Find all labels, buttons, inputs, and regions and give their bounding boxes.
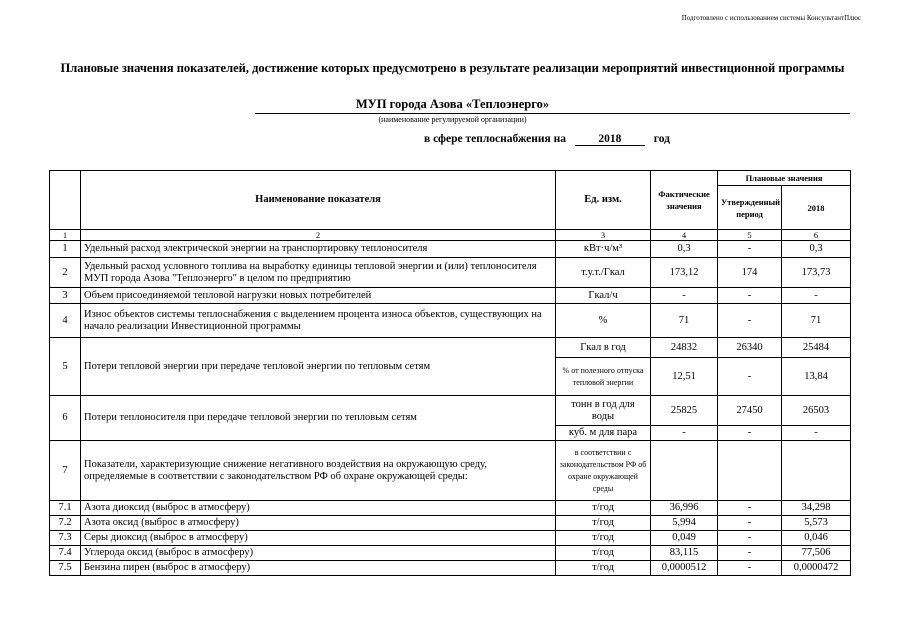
row-name: Показатели, характеризующие снижение негативного воздействия на окружающую среду, определяемые в соответствии с законодательством РФ об охране окружающей среды:	[81, 441, 556, 501]
row-unit: т.у.т./Гкал	[556, 258, 651, 288]
row-name: Бензина пирен (выброс в атмосферу)	[81, 561, 556, 576]
row-actual: -	[651, 426, 718, 441]
row-name: Удельный расход электрической энергии на транспортировку теплоносителя	[81, 241, 556, 258]
row-num: 4	[50, 304, 81, 338]
row-approved: 27450	[718, 396, 782, 426]
row-approved: -	[718, 426, 782, 441]
row-num: 7.2	[50, 516, 81, 531]
sphere-line	[424, 133, 670, 146]
row-plan: 0,3	[782, 241, 851, 258]
row-unit: т/год	[556, 501, 651, 516]
row-approved: -	[718, 561, 782, 576]
row-actual: 0,049	[651, 531, 718, 546]
table-row	[50, 531, 851, 546]
row-num: 7	[50, 441, 81, 501]
row-unit: кВт·ч/м³	[556, 241, 651, 258]
row-plan: 0,0000472	[782, 561, 851, 576]
table-row	[50, 441, 851, 501]
row-plan: 25484	[782, 338, 851, 358]
row-num: 2	[50, 258, 81, 288]
table-row	[50, 258, 851, 288]
col-number: 6	[782, 230, 851, 241]
row-approved: -	[718, 516, 782, 531]
row-plan: 77,506	[782, 546, 851, 561]
row-name: Износ объектов системы теплоснабжения с выделением процента износа объектов, существующих на начало реализации Инвестиционной программы	[81, 304, 556, 338]
row-actual: 71	[651, 304, 718, 338]
col-number: 2	[81, 230, 556, 241]
organization-underline	[255, 113, 850, 114]
header-planned-group: Плановые значения	[718, 171, 851, 186]
row-num: 7.4	[50, 546, 81, 561]
row-approved: 174	[718, 258, 782, 288]
row-approved: -	[718, 358, 782, 396]
row-actual: 0,3	[651, 241, 718, 258]
row-name: Потери тепловой энергии при передаче тепловой энергии по тепловым сетям	[81, 338, 556, 396]
row-num: 6	[50, 396, 81, 441]
col-number: 5	[718, 230, 782, 241]
row-unit: т/год	[556, 561, 651, 576]
row-actual: 5,994	[651, 516, 718, 531]
row-approved	[718, 441, 782, 501]
col-number: 3	[556, 230, 651, 241]
row-unit: Гкал/ч	[556, 288, 651, 304]
row-approved: -	[718, 241, 782, 258]
header-actual: Фактические значения	[651, 171, 718, 230]
row-approved: -	[718, 546, 782, 561]
table-row	[50, 288, 851, 304]
row-name: Серы диоксид (выброс в атмосферу)	[81, 531, 556, 546]
header-approved-period: Утвержденный период	[718, 186, 782, 230]
row-plan: 173,73	[782, 258, 851, 288]
row-num: 7.1	[50, 501, 81, 516]
header-unit: Ед. изм.	[556, 171, 651, 230]
row-approved: -	[718, 304, 782, 338]
sphere-label: в сфере теплоснабжения на	[424, 133, 567, 145]
row-name: Углерода оксид (выброс в атмосферу)	[81, 546, 556, 561]
table-row	[50, 516, 851, 531]
header-plan-year: 2018	[782, 186, 851, 230]
row-unit: т/год	[556, 516, 651, 531]
row-plan: -	[782, 426, 851, 441]
row-actual: 36,996	[651, 501, 718, 516]
row-plan: 71	[782, 304, 851, 338]
row-actual: 24832	[651, 338, 718, 358]
row-approved: -	[718, 288, 782, 304]
row-num: 3	[50, 288, 81, 304]
row-plan: 13,84	[782, 358, 851, 396]
header-num-cell	[50, 171, 81, 230]
table-row	[50, 338, 851, 358]
sphere-year: 2018	[575, 133, 645, 146]
organization-name: МУП города Азова «Теплоэнерго»	[355, 97, 550, 111]
row-actual: 12,51	[651, 358, 718, 396]
row-name: Азота оксид (выброс в атмосферу)	[81, 516, 556, 531]
row-unit: %	[556, 304, 651, 338]
consultant-note: Подготовлено с использованием системы КонсультантПлюс	[681, 14, 861, 22]
row-plan	[782, 441, 851, 501]
row-approved: -	[718, 531, 782, 546]
row-plan: 5,573	[782, 516, 851, 531]
row-num: 5	[50, 338, 81, 396]
row-unit: в соответствии с законодательством РФ об охране окружающей среды	[556, 441, 651, 501]
row-plan: 34,298	[782, 501, 851, 516]
row-num: 1	[50, 241, 81, 258]
row-name: Потери теплоносителя при передаче тепловой энергии по тепловым сетям	[81, 396, 556, 441]
row-actual: 0,0000512	[651, 561, 718, 576]
document-title: Плановые значения показателей, достижение которых предусмотрено в результате реализации мероприятий инвестиционной программы	[60, 61, 845, 75]
table-row	[50, 241, 851, 258]
table-row	[50, 304, 851, 338]
row-plan: 26503	[782, 396, 851, 426]
table-row	[50, 396, 851, 426]
col-number: 4	[651, 230, 718, 241]
table-row	[50, 546, 851, 561]
row-num: 7.5	[50, 561, 81, 576]
row-actual: -	[651, 288, 718, 304]
row-num: 7.3	[50, 531, 81, 546]
row-plan: 0,046	[782, 531, 851, 546]
row-actual	[651, 441, 718, 501]
indicators-table	[49, 170, 851, 576]
row-unit: Гкал в год	[556, 338, 651, 358]
row-actual: 25825	[651, 396, 718, 426]
row-name: Удельный расход условного топлива на выработку единицы тепловой энергии и (или) теплоносителя МУП города Азова "Теплоэнерго" в целом по предприятию	[81, 258, 556, 288]
organization-caption: (наименование регулируемой организации)	[378, 115, 527, 124]
row-unit: тонн в год для воды	[556, 396, 651, 426]
table-row	[50, 501, 851, 516]
sphere-year-suffix: год	[653, 133, 670, 145]
row-actual: 83,115	[651, 546, 718, 561]
col-number: 1	[50, 230, 81, 241]
row-plan: -	[782, 288, 851, 304]
row-unit: т/год	[556, 546, 651, 561]
row-unit: % от полезного отпуска тепловой энергии	[556, 358, 651, 396]
row-actual: 173,12	[651, 258, 718, 288]
row-name: Азота диоксид (выброс в атмосферу)	[81, 501, 556, 516]
table-row	[50, 561, 851, 576]
row-name: Объем присоединяемой тепловой нагрузки новых потребителей	[81, 288, 556, 304]
row-approved: 26340	[718, 338, 782, 358]
row-unit: т/год	[556, 531, 651, 546]
row-approved: -	[718, 501, 782, 516]
row-unit: куб. м для пара	[556, 426, 651, 441]
header-name: Наименование показателя	[81, 171, 556, 230]
